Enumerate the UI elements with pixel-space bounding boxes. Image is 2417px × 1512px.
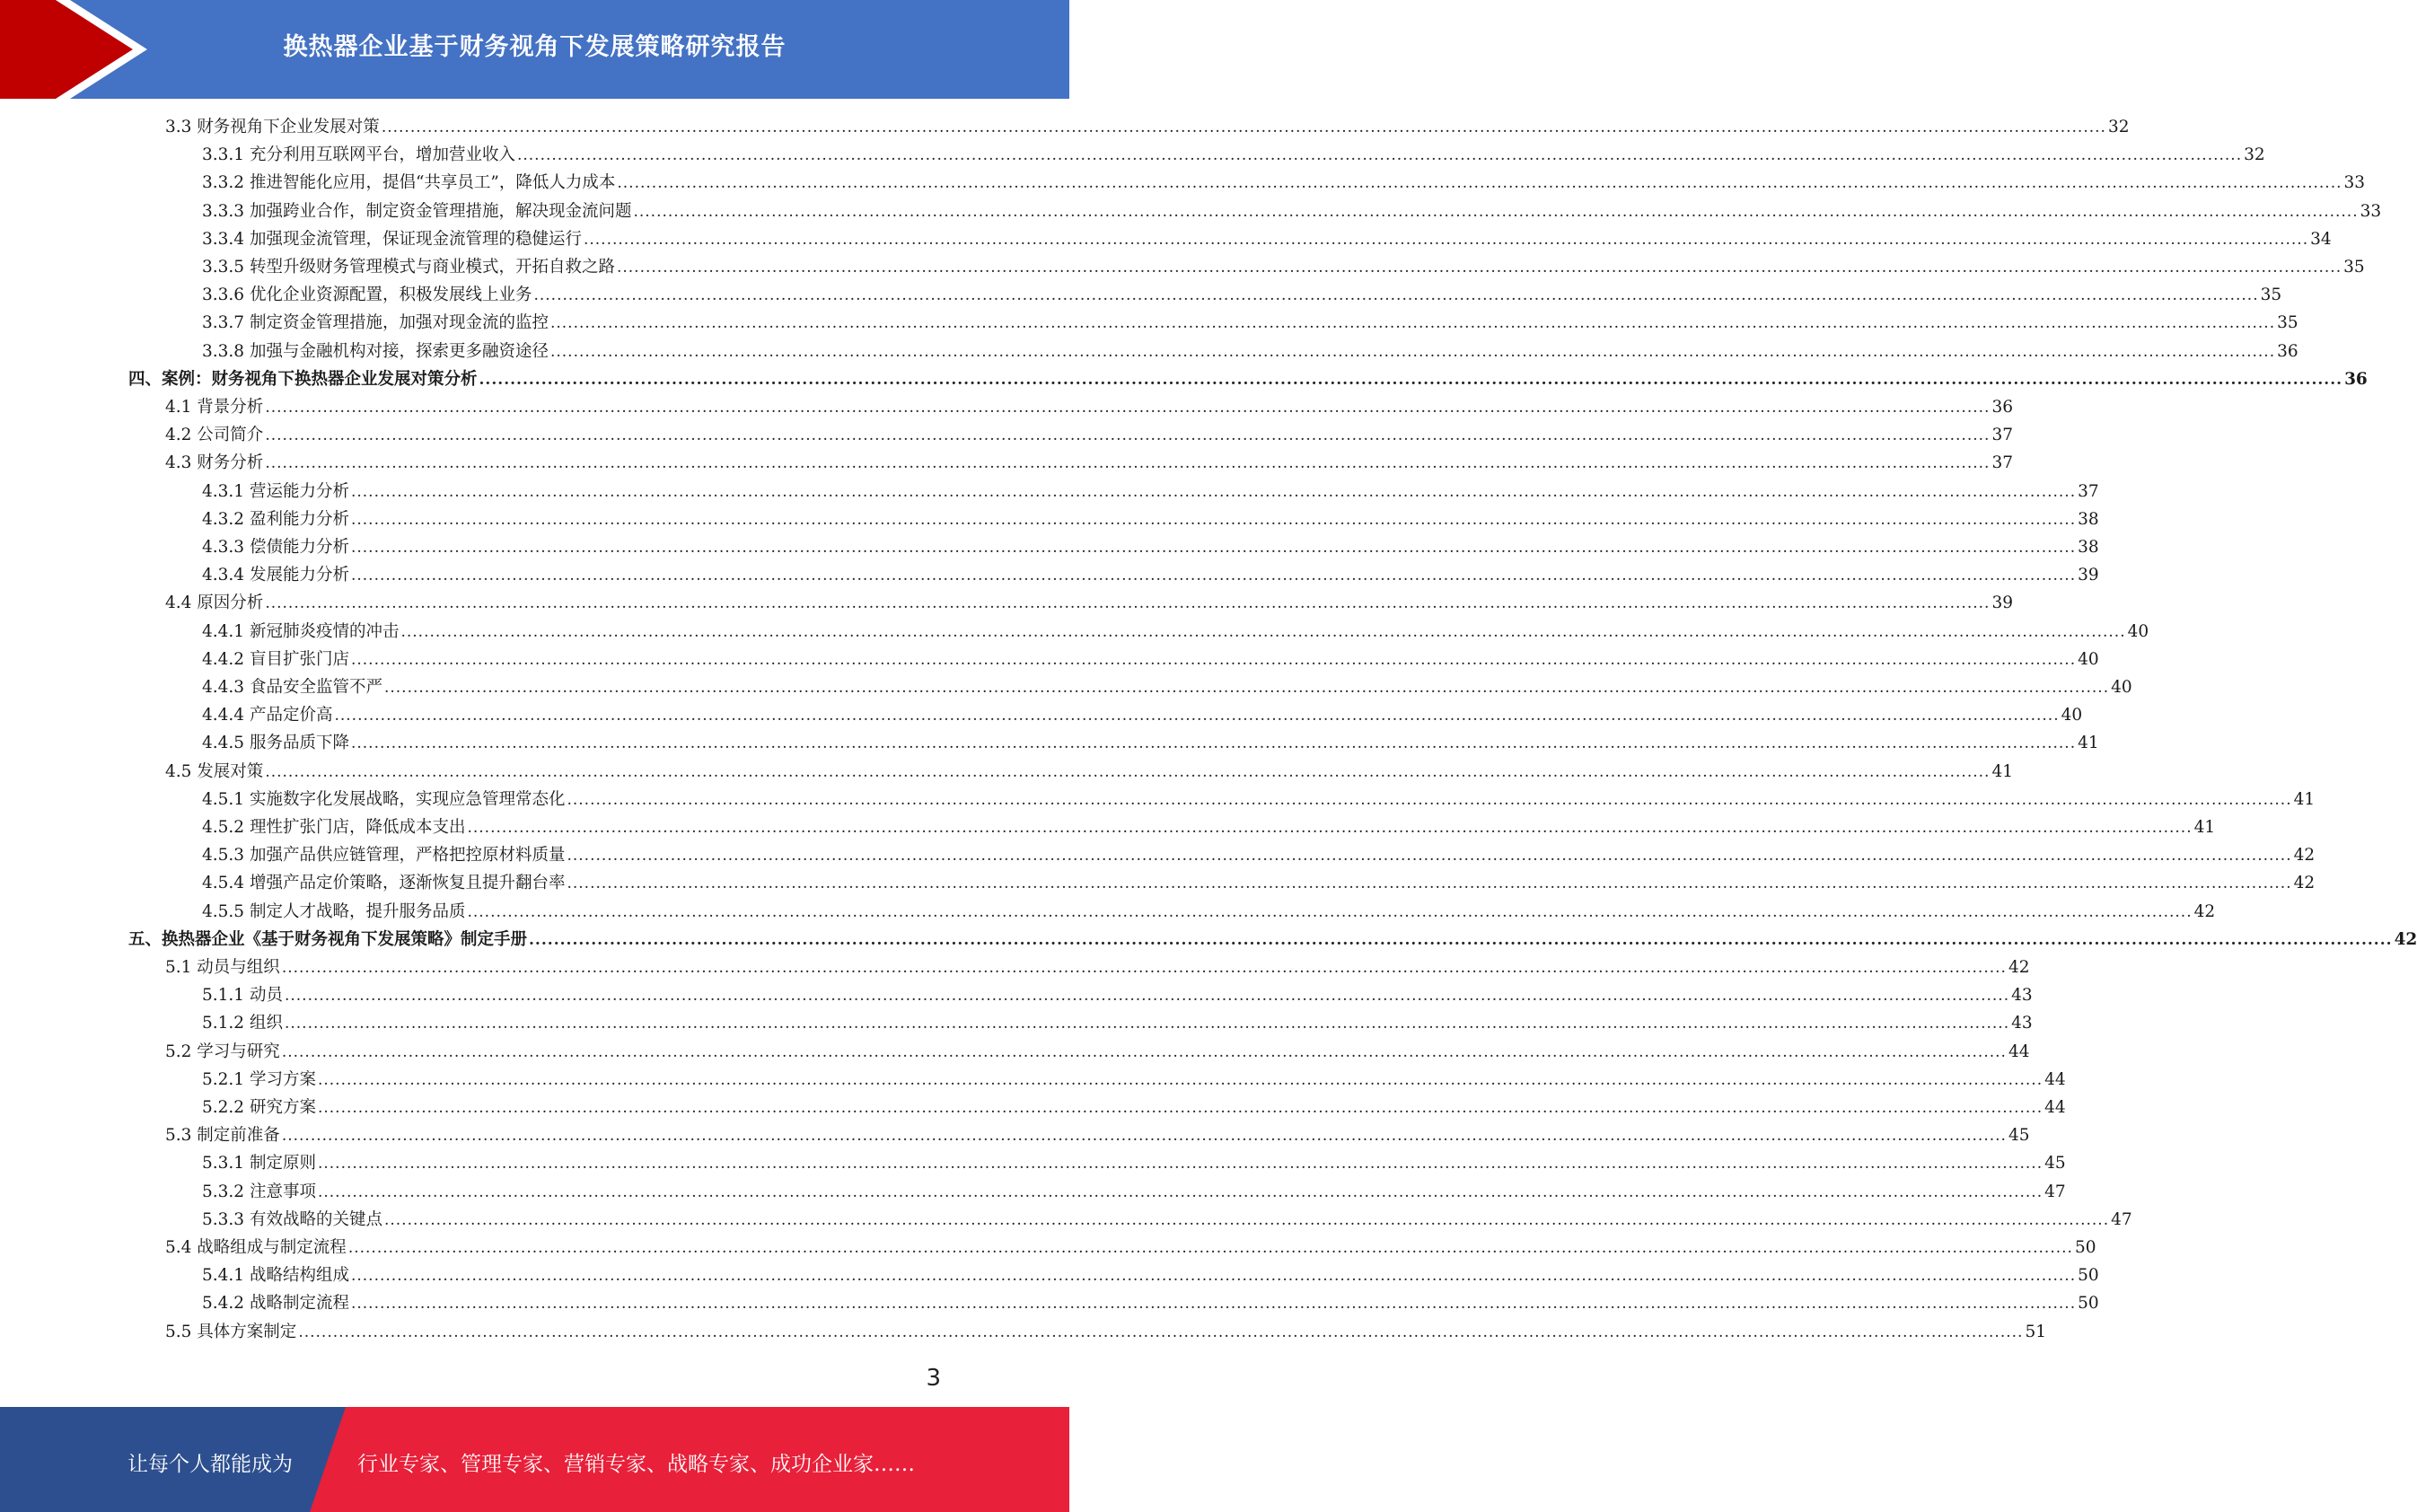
toc-entry-page: 44 (2008, 1042, 2030, 1061)
toc-entry-page: 34 (2310, 229, 2332, 249)
toc-entry-title: 5.4.1 战略结构组成 (202, 1266, 349, 1286)
toc-entry-page: 35 (2277, 313, 2298, 333)
toc-entry-title: 4.3.1 营运能力分析 (202, 481, 349, 501)
toc-dot-leader: ............................................................................................................................................................................................................................................................................................................ (265, 454, 1991, 473)
toc-entry[interactable] (202, 814, 2216, 842)
toc-entry[interactable] (202, 870, 2316, 898)
toc-entry[interactable] (202, 674, 2132, 702)
toc-entry-title: 五、换热器企业《基于财务视角下发展策略》制定手册 (128, 929, 528, 949)
toc-entry-title: 3.3.2 推进智能化应用，提倡“共享员工”，降低人力成本 (202, 173, 616, 193)
toc-dot-leader: ............................................................................................................................................................................................................................................................................................................ (281, 1127, 2007, 1146)
toc-entry-page: 40 (2061, 706, 2083, 725)
toc-dot-leader: ............................................................................................................................................................................................................................................................................................................ (567, 847, 2292, 866)
toc-entry-title: 4.5.4 增强产品定价策略，逐渐恢复且提升翻台率 (202, 874, 566, 893)
toc-dot-leader: ............................................................................................................................................................................................................................................................................................................ (350, 650, 2077, 669)
toc-entry-title: 3.3.8 加强与金融机构对接，探索更多融资途径 (202, 341, 549, 361)
toc-entry-page: 37 (1991, 453, 2014, 473)
toc-entry-page: 51 (2025, 1322, 2047, 1341)
toc-entry-page: 37 (2078, 481, 2099, 501)
toc-entry[interactable] (202, 1150, 2066, 1178)
toc-entry[interactable] (202, 730, 2099, 758)
toc-entry-page: 36 (2277, 341, 2298, 361)
toc-entry-page: 36 (2344, 369, 2368, 389)
toc-entry[interactable] (202, 982, 2033, 1010)
toc-dot-leader: ............................................................................................................................................................................................................................................................................................................ (347, 1239, 2073, 1257)
toc-entry[interactable] (202, 310, 2298, 338)
toc-dot-leader: ............................................................................................................................................................................................................................................................................................................ (617, 174, 2342, 193)
toc-entry[interactable] (202, 1067, 2066, 1094)
toc-entry-title: 3.3.1 充分利用互联网平台，增加营业收入 (202, 145, 515, 165)
toc-entry-title: 4.5.3 加强产品供应链管理，严格把控原材料质量 (202, 846, 566, 866)
toc-dot-leader: ............................................................................................................................................................................................................................................................................................................ (284, 1015, 2010, 1033)
toc-entry[interactable] (165, 1319, 2047, 1347)
toc-entry-page: 50 (2074, 1238, 2096, 1257)
toc-dot-leader: ............................................................................................................................................................................................................................................................................................................ (350, 539, 2077, 557)
toc-entry[interactable] (202, 254, 2365, 282)
toc-entry-title: 4.4.3 食品安全监管不严 (202, 678, 382, 697)
toc-entry-title: 4.5.2 理性扩张门店，降低成本支出 (202, 818, 466, 837)
toc-dot-leader: ............................................................................................................................................................................................................................................................................................................ (549, 342, 2276, 361)
toc-entry[interactable] (202, 479, 2099, 506)
toc-dot-leader: ............................................................................................................................................................................................................................................................................................................ (516, 146, 2243, 165)
toc-entry-title: 四、案例：财务视角下换热器企业发展对策分析 (128, 369, 478, 389)
toc-dot-leader: ............................................................................................................................................................................................................................................................................................................ (529, 930, 2393, 949)
toc-entry-page: 44 (2044, 1098, 2066, 1117)
toc-entry-title: 4.3.4 发展能力分析 (202, 566, 349, 585)
toc-entry-page: 45 (2008, 1126, 2030, 1146)
toc-entry[interactable] (165, 1235, 2096, 1262)
toc-dot-leader: ............................................................................................................................................................................................................................................................................................................ (567, 790, 2292, 809)
toc-entry[interactable] (165, 394, 2014, 422)
toc-entry[interactable] (202, 899, 2216, 927)
toc-entry-title: 5.1.1 动员 (202, 986, 283, 1006)
toc-entry-title: 4.4.4 产品定价高 (202, 706, 333, 725)
toc-entry-page: 45 (2044, 1154, 2066, 1174)
toc-dot-leader: ............................................................................................................................................................................................................................................................................................................ (265, 399, 1991, 417)
toc-dot-leader: ............................................................................................................................................................................................................................................................................................................ (549, 314, 2276, 333)
toc-entry-page: 42 (2293, 874, 2316, 893)
toc-entry[interactable] (202, 702, 2083, 730)
toc-dot-leader: ............................................................................................................................................................................................................................................................................................................ (334, 707, 2060, 725)
toc-entry-title: 5.5 具体方案制定 (165, 1322, 297, 1341)
toc-entry-page: 40 (2111, 678, 2132, 697)
toc-dot-leader: ............................................................................................................................................................................................................................................................................................................ (265, 594, 1991, 613)
toc-entry-page: 35 (2260, 286, 2282, 305)
toc-entry-page: 41 (1991, 761, 2014, 781)
toc-entry-title: 4.4.1 新冠肺炎疫情的冲击 (202, 621, 400, 641)
toc-entry[interactable] (202, 226, 2332, 254)
toc-entry-page: 41 (2078, 734, 2099, 753)
toc-dot-leader: ............................................................................................................................................................................................................................................................................................................ (467, 819, 2193, 837)
toc-entry[interactable] (202, 534, 2099, 562)
toc-entry-page: 38 (2078, 509, 2099, 529)
toc-entry-title: 3.3.3 加强跨业合作，制定资金管理措施，解决现金流问题 (202, 201, 632, 221)
toc-entry[interactable] (202, 338, 2298, 366)
toc-entry-title: 4.2 公司简介 (165, 426, 264, 445)
toc-entry-page: 41 (2293, 789, 2316, 809)
toc-entry-page: 39 (1991, 593, 2014, 613)
page-footer (0, 1407, 1069, 1512)
toc-entry-page: 42 (2193, 901, 2216, 921)
toc-entry-title: 5.3.1 制定原则 (202, 1154, 316, 1174)
toc-dot-leader: ............................................................................................................................................................................................................................................................................................................ (350, 734, 2077, 753)
toc-entry-title: 5.4.2 战略制定流程 (202, 1294, 349, 1314)
toc-entry-title: 4.5.1 实施数字化发展战略，实现应急管理常态化 (202, 789, 566, 809)
toc-entry[interactable] (202, 619, 2149, 646)
toc-dot-leader: ............................................................................................................................................................................................................................................................................................................ (616, 259, 2342, 277)
header-title: 换热器企业基于财务视角下发展策略研究报告 (283, 33, 787, 61)
toc-entry[interactable] (202, 282, 2282, 310)
toc-entry-page: 43 (2011, 986, 2033, 1006)
toc-dot-leader: ............................................................................................................................................................................................................................................................................................................ (467, 902, 2193, 921)
toc-entry-page: 32 (2107, 118, 2130, 136)
toc-dot-leader: ............................................................................................................................................................................................................................................................................................................ (298, 1323, 2024, 1341)
toc-dot-leader: ............................................................................................................................................................................................................................................................................................................ (317, 1155, 2043, 1174)
toc-entry[interactable] (202, 842, 2316, 870)
toc-entry-page: 50 (2078, 1266, 2099, 1286)
toc-entry[interactable] (202, 198, 2382, 226)
toc-entry[interactable] (165, 1039, 2030, 1067)
toc-entry[interactable] (165, 954, 2030, 982)
toc-entry-page: 50 (2078, 1294, 2099, 1314)
toc-entry-title: 5.3.2 注意事项 (202, 1182, 316, 1201)
toc-entry-page: 43 (2011, 1014, 2033, 1033)
toc-dot-leader: ............................................................................................................................................................................................................................................................................................................ (350, 510, 2077, 529)
toc-entry-title: 3.3.5 转型升级财务管理模式与商业模式，开拓自救之路 (202, 258, 615, 277)
toc-entry-title: 4.4 原因分析 (165, 593, 264, 613)
toc-entry-page: 41 (2193, 818, 2216, 837)
toc-entry-title: 3.3.6 优化企业资源配置，积极发展线上业务 (202, 286, 532, 305)
toc-entry[interactable] (165, 422, 2014, 450)
toc-entry-title: 4.4.2 盲目扩张门店 (202, 649, 349, 669)
toc-entry-title: 4.4.5 服务品质下降 (202, 734, 349, 753)
toc-entry-page: 33 (2343, 173, 2366, 193)
toc-dot-leader: ............................................................................................................................................................................................................................................................................................................ (383, 1210, 2110, 1229)
page-number: 3 (926, 1365, 941, 1392)
toc-dot-leader: ............................................................................................................................................................................................................................................................................................................ (583, 230, 2309, 249)
toc-entry-page: 44 (2044, 1069, 2066, 1089)
toc-dot-leader: ............................................................................................................................................................................................................................................................................................................ (533, 286, 2259, 305)
toc-entry-title: 4.5.5 制定人才战略，提升服务品质 (202, 901, 466, 921)
toc-entry-title: 4.3.3 偿债能力分析 (202, 538, 349, 557)
toc-dot-leader: ............................................................................................................................................................................................................................................................................................................ (265, 426, 1991, 445)
toc-entry[interactable] (128, 366, 2368, 394)
toc-entry-page: 42 (2293, 846, 2316, 866)
toc-entry-title: 5.3 制定前准备 (165, 1126, 280, 1146)
toc-entry-title: 4.1 背景分析 (165, 398, 264, 417)
footer-slogan-left: 让每个人都能成为 (127, 1453, 293, 1476)
toc-entry[interactable] (202, 1010, 2033, 1038)
toc-entry[interactable] (165, 114, 2130, 142)
toc-entry-page: 36 (1991, 398, 2014, 417)
toc-dot-leader: ............................................................................................................................................................................................................................................................................................................ (350, 1295, 2077, 1314)
toc-dot-leader: ............................................................................................................................................................................................................................................................................................................ (317, 1070, 2043, 1089)
toc-entry-title: 3.3 财务视角下企业发展对策 (165, 118, 380, 136)
toc-entry-page: 47 (2111, 1209, 2132, 1229)
toc-entry-title: 5.2.1 学习方案 (202, 1069, 316, 1089)
page-header (0, 0, 1069, 99)
toc-entry[interactable] (202, 1179, 2066, 1207)
toc-dot-leader: ............................................................................................................................................................................................................................................................................................................ (350, 567, 2077, 585)
toc-entry-title: 5.2.2 研究方案 (202, 1098, 316, 1117)
toc-entry-title: 4.3 财务分析 (165, 453, 264, 473)
toc-dot-leader: ............................................................................................................................................................................................................................................................................................................ (317, 1182, 2043, 1201)
toc-dot-leader: ............................................................................................................................................................................................................................................................................................................ (381, 119, 2106, 136)
toc-entry-title: 3.3.7 制定资金管理措施，加强对现金流的监控 (202, 313, 549, 333)
toc-entry-title: 5.4 战略组成与制定流程 (165, 1238, 347, 1257)
toc-entry-title: 5.1.2 组织 (202, 1014, 283, 1033)
toc-dot-leader: ............................................................................................................................................................................................................................................................................................................ (383, 679, 2110, 697)
toc-entry[interactable] (165, 590, 2014, 618)
toc-entry-title: 5.2 学习与研究 (165, 1042, 280, 1061)
toc-dot-leader: ............................................................................................................................................................................................................................................................................................................ (479, 370, 2343, 389)
toc-entry[interactable] (202, 142, 2265, 170)
toc-entry[interactable] (165, 1122, 2030, 1150)
toc-entry[interactable] (202, 1094, 2066, 1122)
toc-entry-page: 37 (1991, 426, 2014, 445)
toc-dot-leader: ............................................................................................................................................................................................................................................................................................................ (350, 1267, 2077, 1286)
toc-entry-page: 40 (2127, 621, 2149, 641)
toc-entry-page: 42 (2394, 929, 2417, 949)
toc-entry[interactable] (202, 562, 2099, 590)
toc-entry[interactable] (202, 1290, 2099, 1318)
toc-dot-leader: ............................................................................................................................................................................................................................................................................................................ (281, 1042, 2007, 1061)
toc-entry-title: 5.1 动员与组织 (165, 958, 280, 977)
toc-dot-leader: ............................................................................................................................................................................................................................................................................................................ (400, 622, 2126, 641)
toc-entry[interactable] (165, 759, 2014, 787)
toc-entry[interactable] (202, 787, 2316, 814)
toc-entry[interactable] (202, 646, 2099, 674)
footer-slogan-right: 行业专家、管理专家、营销专家、战略专家、成功企业家…… (357, 1453, 915, 1476)
toc-entry-title: 3.3.4 加强现金流管理，保证现金流管理的稳健运行 (202, 229, 582, 249)
toc-entry-title: 4.3.2 盈利能力分析 (202, 509, 349, 529)
toc-entry[interactable] (202, 506, 2099, 534)
toc-dot-leader: ............................................................................................................................................................................................................................................................................................................ (281, 959, 2007, 977)
toc-entry[interactable] (202, 1207, 2132, 1235)
toc-entry-page: 38 (2078, 538, 2099, 557)
toc-entry[interactable] (202, 170, 2366, 198)
toc-entry-title: 5.3.3 有效战略的关键点 (202, 1209, 382, 1229)
toc-entry[interactable] (165, 450, 2014, 478)
toc-dot-leader: ............................................................................................................................................................................................................................................................................................................ (284, 987, 2010, 1006)
toc-dot-leader: ............................................................................................................................................................................................................................................................................................................ (633, 202, 2359, 221)
toc-dot-leader: ............................................................................................................................................................................................................................................................................................................ (265, 762, 1991, 781)
toc-entry[interactable] (202, 1262, 2099, 1290)
toc-entry-title: 4.5 发展对策 (165, 761, 264, 781)
toc-entry-page: 47 (2044, 1182, 2066, 1201)
toc-entry-page: 33 (2360, 201, 2382, 221)
toc-entry[interactable] (128, 927, 2417, 954)
toc-entry-page: 32 (2244, 145, 2265, 165)
toc-dot-leader: ............................................................................................................................................................................................................................................................................................................ (567, 875, 2292, 893)
toc-entry-page: 42 (2008, 958, 2030, 977)
toc-entry-page: 39 (2078, 566, 2099, 585)
toc-entry-page: 40 (2078, 649, 2099, 669)
toc-dot-leader: ............................................................................................................................................................................................................................................................................................................ (350, 482, 2077, 501)
toc-entry-page: 35 (2343, 258, 2365, 277)
toc-dot-leader: ............................................................................................................................................................................................................................................................................................................ (317, 1099, 2043, 1117)
